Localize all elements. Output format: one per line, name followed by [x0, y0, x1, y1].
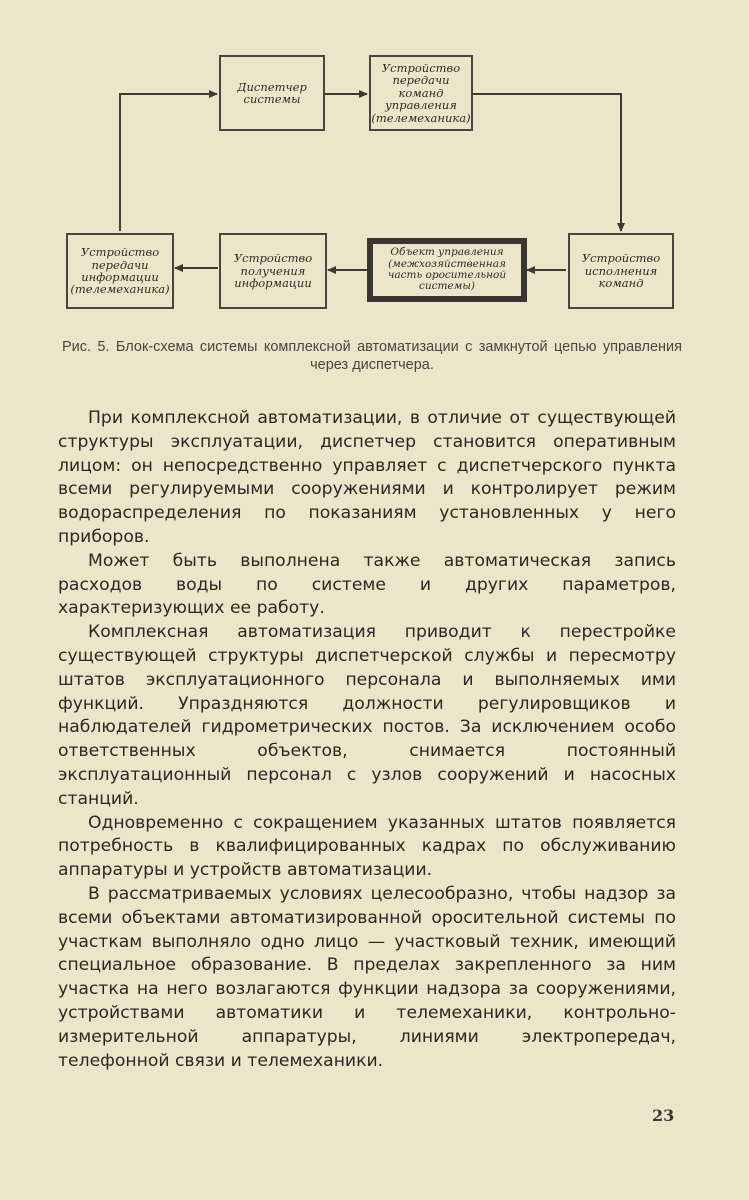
- command-execution-box: [568, 233, 674, 309]
- arrow-command-transmission-to-execution: [473, 94, 621, 231]
- info-transmission-box: [66, 233, 174, 309]
- info-receiving-box: [219, 233, 327, 309]
- info-transmission-label: Устройство передачи информации (телемеханика): [70, 245, 170, 297]
- command-execution-label: Устройство исполнения команд: [581, 251, 661, 291]
- paragraph: При комплексной автоматизации, в отличие от существующей структуры эксплуатации, диспетчер становится оперативным лицом: он непосредственно управляет с диспетчерского пункта всеми регулируемыми сооружениями и контролирует режим водораспределения по показаниям установленных у него приборов.: [58, 408, 676, 547]
- command-transmission-box: [369, 55, 473, 131]
- dispatcher-box: [219, 55, 325, 131]
- arrow-info-transmission-to-dispatcher: [120, 94, 217, 231]
- paragraph: В рассматриваемых условиях целесообразно, чтобы надзор за всеми объектами автоматизированной оросительной системы по участкам выполняло одно лицо — участковый техник, имеющий специальное образование. В пределах закрепленного за ним участка на него возлагаются функции надзора за сооружениями, устройствами автоматики и телемеханики, контрольно-измерительной аппаратуры, линиями электропередач, телефонной связи и телемеханики.: [58, 883, 676, 1071]
- control-object-box: [367, 238, 527, 302]
- page-number: 23: [652, 1106, 675, 1125]
- control-object-label: Объект управления (межхозяйственная часть оросительной системы): [387, 246, 507, 293]
- paragraph: Одновременно с сокращением указанных штатов появляется потребность в квалифицированных кадрах по обслуживанию аппаратуры и устройств автоматизации.: [58, 812, 676, 881]
- info-receiving-label: Устройство получения информации: [233, 251, 313, 291]
- command-transmission-label: Устройство передачи команд управления (телемеханика): [371, 60, 471, 125]
- figure-caption: Рис. 5. Блок-схема системы комплексной автоматизации с замкнутой цепью управления через диспетчера.: [62, 339, 682, 374]
- dispatcher-label: Диспетчер системы: [237, 79, 307, 106]
- paragraph: Может быть выполнена также автоматическая запись расходов воды по системе и других параметров, характеризующих ее работу.: [58, 550, 676, 619]
- body-text: [58, 407, 676, 1073]
- paragraph: Комплексная автоматизация приводит к перестройке существующей структуры диспетчерской службы и пересмотру штатов эксплуатационного персонала и выполняемых ими функций. Упраздняются должности регулировщиков и наблюдателей гидрометрических постов. За исключением особо ответственных объектов, снимается постоянный эксплуатационный персонал с узлов сооружений и насосных станций.: [58, 622, 676, 809]
